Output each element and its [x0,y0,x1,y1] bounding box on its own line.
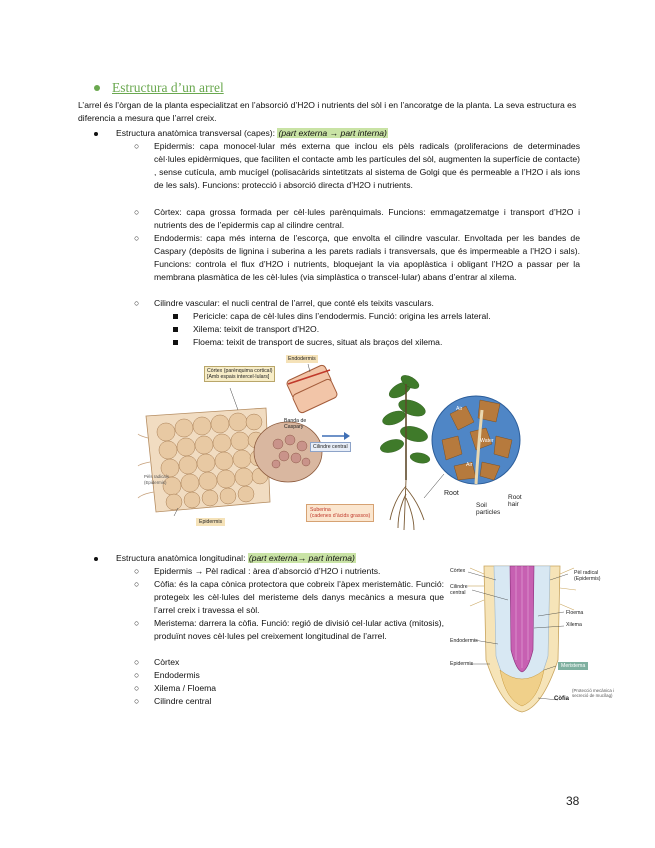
circle-bullet-icon: ○ [134,579,140,589]
root-tip-figure [446,560,618,718]
document-page: Estructura d’un arrel L’arrel és l’òrgan de la planta especialitzat en l’absorció d’H2O i nutrients del sòl i en l’ancoratge de la planta. La seva estructura es diferencia a mesura que l’arrel creix. Estructura anatòmica transversal (capes): (part externa → part interna) ○ Epidermis: capa monocel·lular més externa que inclou els pèls radicals (proliferacions de determinades cèl·lules epidèrmiques, que faciliten el contacte amb les partícules del sòl, augmenten la superfície de contacte) , sense cutícula, amb mucígel (polisacàrids sintetitzats al sistema de Golgi que és permeable a l’H2O i als ions de les sals). Funcions: protecció i absorció directa d’H2O i nutrients. ○ Còrtex: capa grossa formada per cèl·lules parènquimals. Funcions: emmagatzematge i transport d’H2O i nutrients des de l’epidermis cap al cilindre central. ○ Endodermis: capa més interna de l’escorça, que envolta el cilindre vascular. Envoltada per les bandes de Caspary (depòsits de lignina i suberina a les parets radials i transversals, que és impermeable a l’H2O i sals). Funcions: controla el flux d’H2O i nutrients, bloquejant la via apoplàstica i obligant l’H2O a passar per la membrana plasmàtica de les cèl·lules (via simplàstica o transcel·lular) abans d’entrar al xilema. ○ Cilindre vascular: el nucli central de l’arrel, que conté els teixits vasculars. Pericicle: capa de cèl·lules dins l’endodermis. Funció: origina les arrels lateral. Xilema: teixit de transport d’H2O. Floema: teixit de transport de sucres, situat als braços del xilema. Còrtex (parènquima cortical) [Amb espais intercel·lulars] Endodermis Banda de Caspary Cilindre central Pèls radicals (Epidermis) Epidermis Suberina (cadenes d’àcids grassos) Air Air Water Root Soil particles Root hair Estructura anatòmica longitudinal: (part externa→ part interna) ○ Epidermis → Pèl radical : àrea d’absorció d’H2O i nutrients. ○ Còfia: és la capa cònica protectora que cobreix l’àpex meristemàtic. Funció: protegeix les cèl·lules del meristeme dels danys mecànics a mesura que l’arrel creix i travessa el sòl. ○ Meristema: darrera la còfia. Funció: regió de divisió cel·lular activa (mitosis), produïnt noves cèl·lules pel creixement longitudinal de l’arrel. ○ Còrtex ○ Endodermis ○ Xilema / Floema ○ Cilindre central Còrtex Cilindre central Pèl radical (Epidermis) Floema Xilema Endodermis Epidermis Meristema Còfia (Protecció mecànica i secreció de mucílag) 38 [0,0,655,848]
page-number: 38 [566,794,580,808]
endodermis-label: Endodermis [288,356,316,362]
highlight: (part externa → part interna) [278,128,387,138]
cortex-label: Còrtex (parènquima cortical) [Amb espais intercel·lulars] [204,366,275,382]
cofia-label: Còfia [554,696,569,702]
bullet-icon [94,132,98,136]
square-bullet-icon [173,340,178,345]
epidermis-label: Epidermis [196,518,225,526]
square-bullet-icon [173,314,178,319]
root-cross-section-figure [138,352,371,532]
floema-label: Floema [566,610,584,616]
circle-bullet-icon: ○ [134,696,140,706]
root-hair-label: Root hair [508,494,522,508]
soil-particles-label: Soil particles [476,502,501,516]
circle-bullet-icon: ○ [134,566,140,576]
meristema-label: Meristema [558,662,588,670]
bullet-icon [94,85,100,91]
cofia-note: (Protecció mecànica i secreció de mucílag) [572,688,614,698]
bullet-icon [94,557,98,561]
highlight: (part externa→ part interna) [248,553,355,563]
suberina-label: Suberina (cadenes d’àcids grassos) [306,504,374,522]
circle-bullet-icon: ○ [134,657,140,667]
cilindre-label: Cilindre central [450,584,468,596]
xilema-label: Xilema [566,622,582,628]
square-bullet-icon [173,327,178,332]
root-hair-small-label: Pèls radicals (Epidermis) [144,474,169,485]
circle-bullet-icon: ○ [134,670,140,680]
circle-bullet-icon: ○ [134,233,140,243]
root-label: Root [444,490,459,497]
circle-bullet-icon: ○ [134,618,140,628]
circle-bullet-icon: ○ [134,683,140,693]
circle-bullet-icon: ○ [134,298,140,308]
epidermis-label: Epidermis [450,661,474,667]
air-label: Air [466,462,473,468]
air-label: Air [456,406,463,412]
pel-radical-label: Pèl radical (Epidermis) [574,570,601,582]
endodermis-label: Endodermis [450,638,478,644]
caspary-label: Banda de Caspary [284,418,307,430]
root-hair-soil-figure [384,370,522,534]
section-heading: Estructura d’un arrel [94,80,224,96]
circle-bullet-icon: ○ [134,141,140,151]
water-label: Water [480,438,494,444]
cortex-label: Còrtex [450,568,466,574]
intro-paragraph: L’arrel és l’òrgan de la planta especialitzat en l’absorció d’H2O i nutrients del sòl i en l’ancoratge de la planta. La seva estructura es diferencia a mesura que l’arrel creix. [78,100,577,123]
cilindre-label: Cilindre central [310,442,351,452]
circle-bullet-icon: ○ [134,207,140,217]
